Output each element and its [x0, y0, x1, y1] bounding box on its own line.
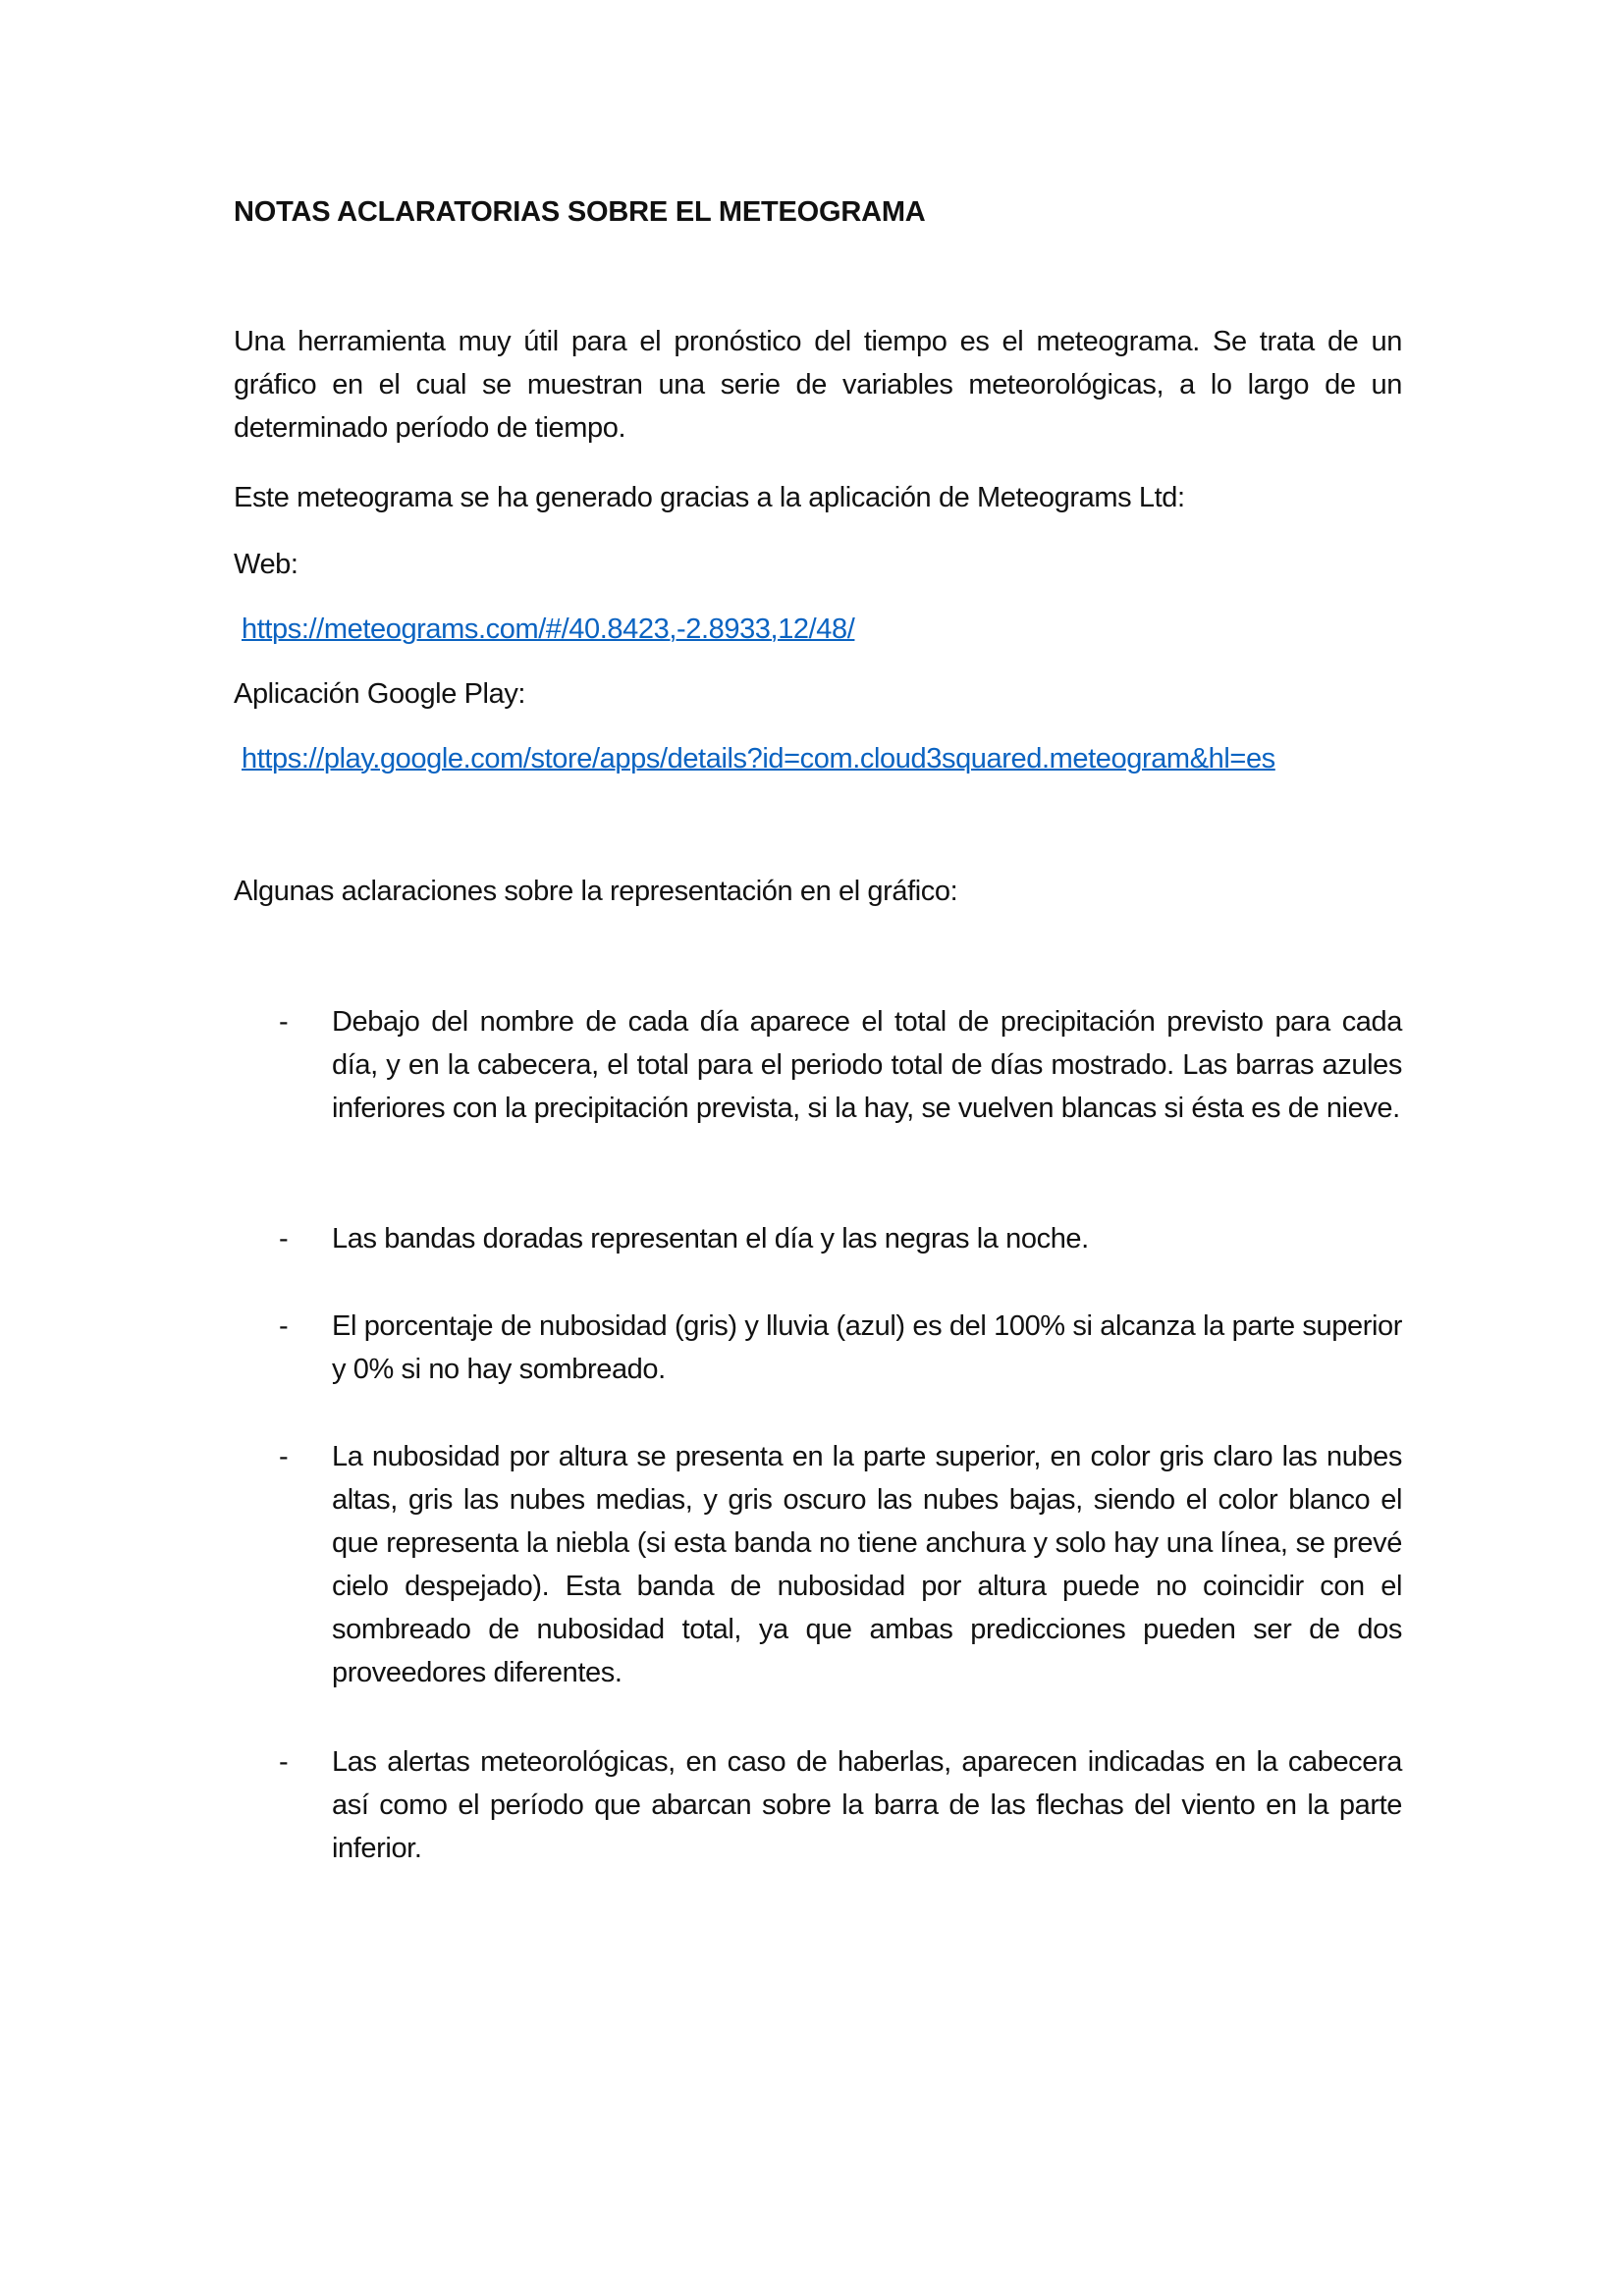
generated-by-paragraph: Este meteograma se ha generado gracias a la aplicación de Meteograms Ltd:	[234, 482, 1185, 513]
bullet-text: Las alertas meteorológicas, en caso de haberlas, aparecen indicadas en la cabecera así como el período que abarcan sobre la barra de las flechas del viento en la parte inferior.	[332, 1746, 1402, 1864]
google-play-label: Aplicación Google Play:	[234, 678, 526, 710]
bullet-text: La nubosidad por altura se presenta en la parte superior, en color gris claro las nubes altas, gris las nubes medias, y gris oscuro las nubes bajas, siendo el color blanco el que representa la niebla (si esta banda no tiene anchura y solo hay una línea, se prevé cielo despejado). Esta banda de nubosidad por altura puede no coincidir con el sombreado de nubosidad total, ya que ambas predicciones pueden ser de dos proveedores diferentes.	[332, 1441, 1402, 1688]
web-label: Web:	[234, 549, 298, 580]
bullet-text: Las bandas doradas representan el día y las negras la noche.	[332, 1223, 1089, 1255]
document-title: NOTAS ACLARATORIAS SOBRE EL METEOGRAMA	[234, 196, 926, 228]
bullet-dash: -	[279, 1006, 289, 1038]
bullet-dash: -	[279, 1746, 289, 1778]
google-play-link[interactable]: https://play.google.com/store/apps/details?id=com.cloud3squared.meteogram&hl=es	[242, 743, 1275, 774]
notes-heading: Algunas aclaraciones sobre la representación en el gráfico:	[234, 876, 958, 907]
bullet-text: El porcentaje de nubosidad (gris) y lluvia (azul) es del 100% si alcanza la parte superior y 0% si no hay sombreado.	[332, 1310, 1402, 1385]
meteograms-web-link[interactable]: https://meteograms.com/#/40.8423,-2.8933,12/48/	[242, 614, 855, 645]
bullet-dash: -	[279, 1441, 289, 1472]
bullet-dash: -	[279, 1310, 289, 1342]
bullet-text: Debajo del nombre de cada día aparece el total de precipitación previsto para cada día, y en la cabecera, el total para el periodo total de días mostrado. Las barras azules inferiores con la precipitación prevista, si la hay, se vuelven blancas si ésta es de nieve.	[332, 1006, 1402, 1124]
intro-paragraph: Una herramienta muy útil para el pronóstico del tiempo es el meteograma. Se trata de un gráfico en el cual se muestran una serie de variables meteorológicas, a lo largo de un determinado período de tiempo.	[234, 326, 1402, 444]
bullet-dash: -	[279, 1223, 289, 1255]
